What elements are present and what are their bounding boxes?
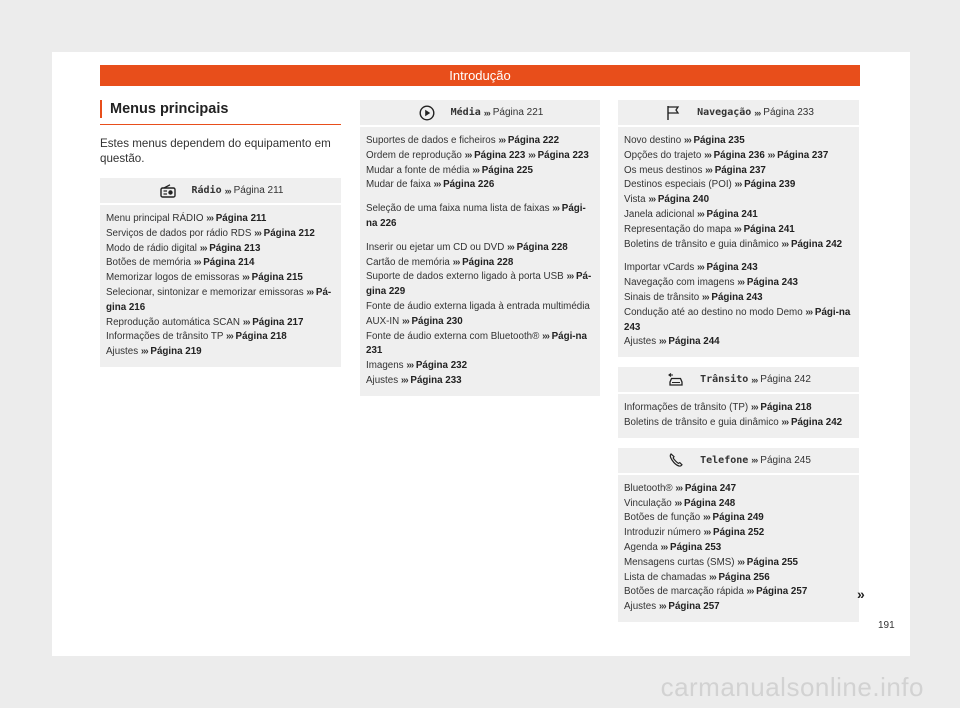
item-page-ref[interactable]: Página 230 — [411, 315, 463, 327]
item-page-ref[interactable]: Página 257 — [668, 601, 720, 613]
item-text: Sinais de trânsito — [624, 291, 700, 303]
item-page-ref[interactable]: Página 225 — [481, 164, 533, 176]
item-page-ref[interactable]: Página 217 — [252, 316, 304, 328]
item-text: Informações de trânsito TP — [106, 331, 224, 343]
box-page-ref[interactable]: Página 211 — [233, 185, 284, 196]
page-title: Menus principais — [100, 100, 341, 118]
item-text: Imagens — [366, 360, 404, 372]
item-gap — [366, 193, 594, 202]
ref-arrow: ››› — [751, 455, 758, 466]
list-item — [106, 256, 335, 271]
list-item — [366, 149, 594, 164]
list-item — [624, 511, 853, 526]
item-text: Memorizar logos de emissoras — [106, 272, 240, 284]
item-page-ref[interactable]: Página 243 — [706, 262, 758, 274]
item-text: Serviços de dados por rádio RDS — [106, 227, 252, 239]
item-page-ref[interactable]: Página 223 — [537, 149, 589, 161]
list-item — [624, 193, 853, 208]
item-text: Navegação com imagens — [624, 277, 735, 289]
box-page-ref[interactable]: Página 233 — [763, 107, 814, 118]
item-text: Lista de chamadas — [624, 571, 707, 583]
list-item — [624, 164, 853, 179]
item-page-ref[interactable]: Página 218 — [235, 331, 287, 343]
item-page-ref[interactable]: Página 211 — [215, 213, 267, 224]
ref-arrow: ››› — [464, 149, 472, 161]
ref-arrow: ››› — [648, 194, 656, 206]
item-text: Mudar a fonte de média — [366, 164, 470, 176]
ref-arrow: ››› — [660, 541, 668, 553]
item-text: Ajustes — [624, 601, 657, 613]
box-label: Navegação — [697, 107, 752, 118]
item-page-ref[interactable]: Página 215 — [251, 272, 303, 284]
item-page-ref[interactable]: Página 237 — [714, 164, 766, 176]
ref-arrow: ››› — [400, 374, 408, 386]
list-item — [366, 270, 594, 300]
ref-arrow: ››› — [703, 527, 711, 539]
list-item — [624, 556, 853, 571]
item-text: Botões de memória — [106, 257, 191, 269]
item-page-ref[interactable]: Página 237 — [777, 149, 829, 161]
intro-text: Estes menus dependem do equipamento em questão. — [100, 137, 331, 165]
list-item — [624, 571, 853, 586]
list-item — [366, 134, 594, 149]
item-page-ref[interactable]: Página 249 — [712, 512, 764, 524]
column-3 — [618, 100, 859, 622]
item-page-ref[interactable]: Página 252 — [713, 527, 765, 539]
item-page-ref[interactable]: Página 213 — [209, 242, 261, 254]
list-item — [624, 585, 853, 600]
radio-icon — [158, 183, 178, 199]
menu-box-navigation — [618, 100, 859, 357]
box-page-ref[interactable]: Página 221 — [492, 107, 544, 118]
item-page-ref[interactable]: Página 223 — [474, 149, 526, 161]
item-text: Mensagens curtas (SMS) — [624, 556, 735, 568]
item-page-ref[interactable]: Página 257 — [756, 586, 808, 598]
item-page-ref[interactable]: Página 244 — [668, 336, 720, 348]
box-content — [360, 127, 600, 396]
ref-arrow: ››› — [805, 306, 813, 318]
ref-arrow: ››› — [566, 271, 574, 283]
item-page-ref[interactable]: Página 228 — [516, 241, 568, 253]
ref-arrow: ››› — [433, 179, 441, 191]
item-page-ref[interactable]: Página 235 — [693, 135, 745, 146]
ref-arrow: ››› — [734, 179, 742, 191]
ref-arrow: ››› — [737, 556, 745, 568]
ref-arrow: ››› — [658, 336, 666, 348]
item-page-ref[interactable]: Página 243 — [711, 291, 763, 303]
item-text: Condução até ao destino no modo Demo — [624, 306, 803, 318]
list-item — [106, 242, 335, 257]
ref-arrow: ››› — [674, 497, 682, 509]
list-item — [106, 286, 335, 316]
item-text: Ajustes — [624, 336, 657, 348]
item-text: Inserir ou ejetar um CD ou DVD — [366, 241, 505, 253]
item-text: Bluetooth® — [624, 482, 673, 494]
ref-arrow: ››› — [206, 213, 213, 224]
list-item — [624, 401, 853, 416]
box-content — [618, 475, 859, 622]
item-text: Botões de marcação rápida — [624, 586, 744, 598]
item-text: Informações de trânsito (TP) — [624, 402, 749, 414]
item-text: Cartão de memória — [366, 256, 450, 268]
item-text: Modo de rádio digital — [106, 242, 197, 254]
item-text: Suportes de dados e ficheiros — [366, 135, 496, 146]
box-content — [618, 394, 859, 438]
ref-arrow: ››› — [483, 107, 490, 118]
flag-icon — [663, 105, 683, 121]
list-item — [624, 208, 853, 223]
list-item — [624, 261, 853, 276]
box-page-ref[interactable]: Página 242 — [760, 374, 811, 386]
item-text: Os meus destinos — [624, 164, 703, 176]
ref-arrow: ››› — [751, 374, 758, 385]
item-page-ref[interactable]: Pá-gina 216 — [106, 286, 332, 313]
column-1 — [100, 100, 341, 367]
ref-arrow: ››› — [242, 272, 249, 284]
menu-box-radio — [100, 178, 341, 367]
box-label: Média — [450, 107, 481, 118]
ref-arrow: ››› — [734, 223, 741, 235]
item-text: Agenda — [624, 541, 658, 553]
item-page-ref[interactable]: Pá-gina 229 — [366, 271, 592, 298]
ref-arrow: ››› — [708, 571, 716, 583]
ref-arrow: ››› — [754, 107, 761, 118]
title-divider — [100, 124, 341, 125]
traffic-icon — [666, 372, 686, 388]
item-page-ref[interactable]: Página 247 — [684, 482, 737, 494]
ref-arrow: ››› — [199, 242, 207, 254]
item-page-ref[interactable]: Página 212 — [263, 227, 315, 239]
box-header — [618, 100, 859, 127]
menu-box-traffic — [618, 367, 859, 438]
list-item — [366, 164, 594, 179]
item-text: Suporte de dados externo ligado à porta USB — [366, 271, 564, 283]
box-header — [618, 367, 859, 394]
continue-mark: » — [857, 586, 865, 602]
item-text: Novo destino — [624, 135, 682, 146]
ref-arrow: ››› — [701, 291, 709, 303]
item-text: Fonte de áudio externa ligada à entrada multimédia AUX-IN — [366, 300, 590, 327]
item-text: Ajustes — [106, 346, 139, 358]
list-item — [366, 256, 594, 271]
item-page-ref[interactable]: Página 242 — [790, 416, 843, 428]
item-page-ref[interactable]: Página 222 — [507, 135, 560, 146]
list-item — [366, 202, 594, 232]
chapter-header: Introdução — [100, 65, 860, 86]
list-item — [624, 291, 853, 306]
box-header — [360, 100, 600, 127]
ref-arrow: ››› — [140, 346, 148, 358]
item-text: Mudar de faixa — [366, 179, 431, 191]
ref-arrow: ››› — [401, 315, 409, 327]
item-page-ref[interactable]: Pági-na 243 — [624, 306, 851, 333]
item-text: Janela adicional — [624, 208, 695, 220]
box-content — [100, 205, 341, 367]
list-item — [366, 359, 594, 374]
ref-arrow: ››› — [472, 164, 480, 176]
item-text: Ordem de reprodução — [366, 149, 462, 161]
item-page-ref[interactable]: Pági-na 226 — [366, 203, 586, 229]
item-gap — [624, 252, 853, 261]
ref-arrow: ››› — [658, 601, 666, 613]
phone-icon — [666, 452, 686, 468]
item-page-ref[interactable]: Página 233 — [410, 374, 462, 386]
column-2 — [360, 100, 600, 396]
ref-arrow: ››› — [406, 360, 414, 372]
box-label: Rádio — [191, 185, 222, 196]
ref-arrow: ››› — [705, 164, 712, 176]
item-text: Fonte de áudio externa com Bluetooth® — [366, 330, 540, 342]
ref-arrow: ››› — [452, 256, 460, 268]
ref-arrow: ››› — [697, 208, 704, 220]
watermark: carmanualsonline.info — [660, 672, 924, 702]
box-header — [618, 448, 859, 475]
item-page-ref[interactable]: Pági-na 231 — [366, 330, 587, 357]
ref-arrow: ››› — [528, 149, 535, 161]
ref-arrow: ››› — [781, 238, 789, 250]
ref-arrow: ››› — [226, 331, 233, 343]
list-item — [624, 238, 853, 253]
list-item — [624, 482, 853, 497]
item-text: Representação do mapa — [624, 223, 732, 235]
menu-box-media — [360, 100, 600, 396]
list-item — [106, 271, 335, 286]
list-item — [106, 330, 335, 345]
item-page-ref[interactable]: Página 232 — [415, 360, 468, 372]
item-page-ref[interactable]: Página 241 — [706, 208, 758, 220]
item-page-ref[interactable]: Página 236 — [713, 149, 765, 161]
ref-arrow: ››› — [193, 257, 201, 269]
list-item — [366, 300, 594, 330]
item-text: Reprodução automática SCAN — [106, 316, 240, 328]
ref-arrow: ››› — [683, 135, 691, 146]
menu-box-phone — [618, 448, 859, 622]
item-text: Boletins de trânsito e guia dinâmico — [624, 238, 779, 250]
item-text: Botões de função — [624, 512, 701, 524]
item-page-ref[interactable]: Página 228 — [462, 256, 514, 268]
item-page-ref[interactable]: Página 242 — [790, 238, 843, 250]
item-page-ref[interactable]: Página 256 — [718, 571, 770, 583]
ref-arrow: ››› — [242, 316, 250, 328]
ref-arrow: ››› — [675, 482, 683, 494]
ref-arrow: ››› — [498, 135, 506, 146]
item-page-ref[interactable]: Página 214 — [203, 257, 255, 269]
list-item — [624, 526, 853, 541]
item-text: Ajustes — [366, 374, 399, 386]
box-content — [618, 127, 859, 357]
item-text: Introduzir número — [624, 527, 701, 539]
box-page-ref[interactable]: Página 245 — [760, 454, 811, 466]
item-page-ref[interactable]: Página 253 — [670, 541, 722, 553]
list-item — [366, 241, 594, 256]
ref-arrow: ››› — [781, 416, 789, 428]
list-item — [624, 600, 853, 615]
ref-arrow: ››› — [696, 262, 704, 274]
page-number: 191 — [878, 620, 895, 631]
box-header — [100, 178, 341, 205]
ref-arrow: ››› — [224, 185, 231, 196]
list-item — [624, 306, 853, 336]
item-text: Importar vCards — [624, 262, 695, 274]
ref-arrow: ››› — [750, 402, 758, 414]
list-item — [624, 178, 853, 193]
play-icon — [417, 105, 437, 121]
ref-arrow: ››› — [746, 586, 754, 598]
item-text: Boletins de trânsito e guia dinâmico — [624, 416, 779, 428]
list-item — [624, 416, 853, 431]
list-item — [106, 316, 335, 331]
box-label: Telefone — [700, 454, 749, 466]
item-page-ref[interactable]: Página 248 — [684, 497, 736, 509]
item-text: Selecionar, sintonizar e memorizar emissoras — [106, 286, 304, 298]
item-gap — [366, 232, 594, 241]
item-text: Vinculação — [624, 497, 672, 509]
item-page-ref[interactable]: Página 241 — [743, 223, 795, 235]
list-item — [366, 178, 594, 193]
list-item — [624, 276, 853, 291]
ref-arrow: ››› — [306, 286, 314, 298]
ref-arrow: ››› — [703, 512, 710, 524]
list-item — [624, 134, 853, 149]
box-label: Trânsito — [700, 374, 749, 386]
item-page-ref[interactable]: Página 243 — [746, 277, 799, 289]
item-text: Seleção de uma faixa numa lista de faixas — [366, 203, 550, 215]
list-item — [624, 149, 853, 164]
list-item — [624, 497, 853, 512]
list-item — [106, 227, 335, 242]
item-text: Menu principal RÁDIO — [106, 213, 204, 224]
item-page-ref[interactable]: Página 218 — [760, 402, 812, 414]
list-item — [624, 223, 853, 238]
item-text: Vista — [624, 194, 646, 206]
ref-arrow: ››› — [552, 203, 560, 215]
item-page-ref[interactable]: Página 240 — [657, 194, 710, 206]
ref-arrow: ››› — [704, 149, 711, 161]
ref-arrow: ››› — [767, 149, 775, 161]
ref-arrow: ››› — [507, 241, 514, 253]
ref-arrow: ››› — [254, 227, 261, 239]
item-text: Opções do trajeto — [624, 149, 702, 161]
list-item — [624, 541, 853, 556]
list-item — [624, 335, 853, 350]
ref-arrow: ››› — [542, 330, 549, 342]
list-item — [106, 212, 335, 227]
item-page-ref[interactable]: Página 226 — [443, 179, 495, 191]
list-item — [366, 330, 594, 360]
item-page-ref[interactable]: Página 255 — [746, 556, 798, 568]
list-item — [106, 345, 335, 360]
ref-arrow: ››› — [737, 277, 745, 289]
item-page-ref[interactable]: Página 219 — [150, 346, 202, 358]
list-item — [366, 374, 594, 389]
item-page-ref[interactable]: Página 239 — [744, 179, 796, 191]
item-text: Destinos especiais (POI) — [624, 179, 732, 191]
